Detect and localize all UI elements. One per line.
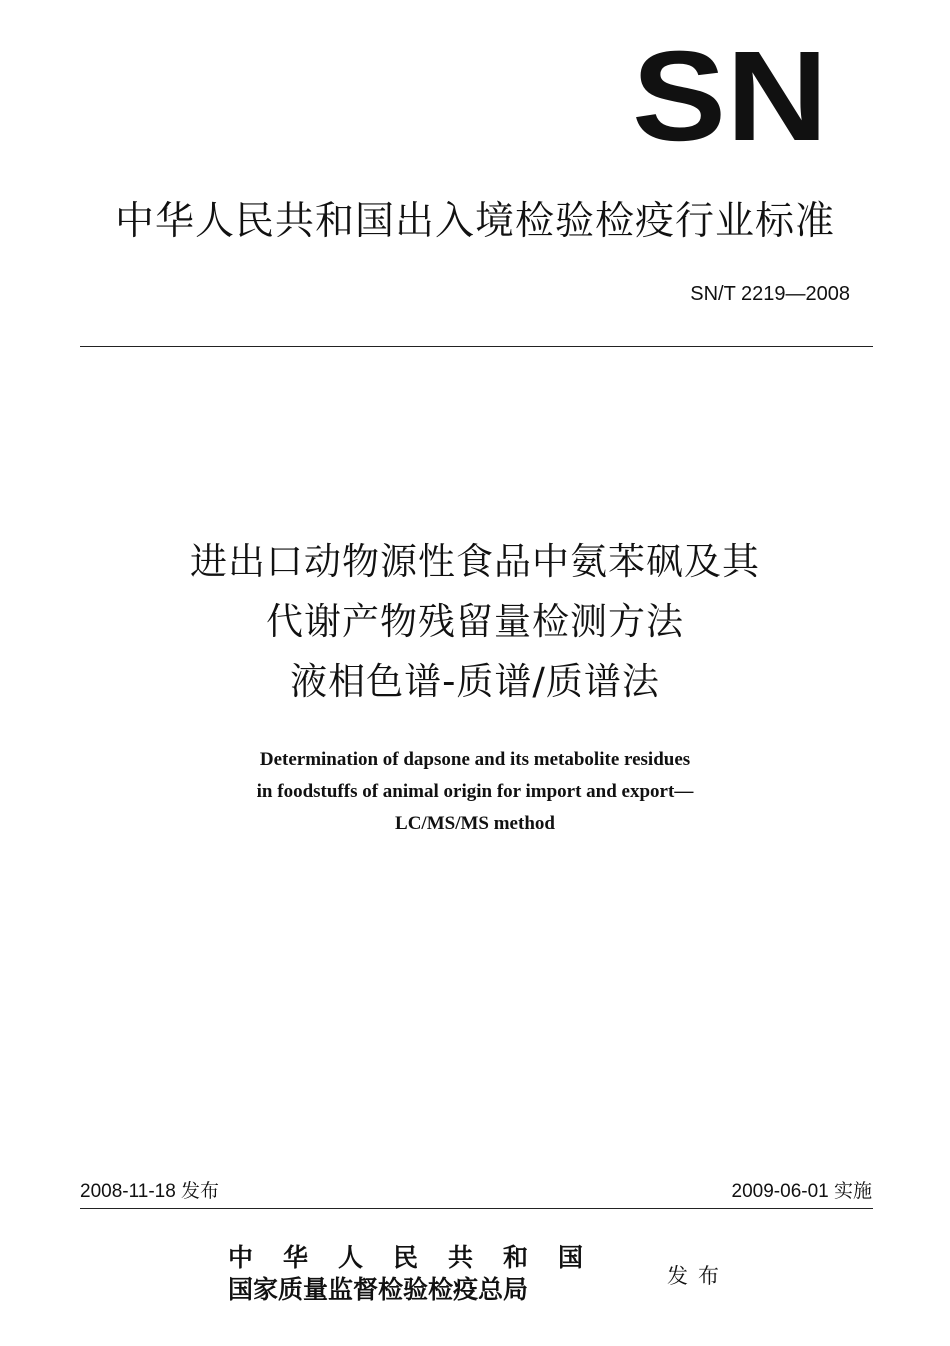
english-title	[0, 744, 950, 840]
issuer-block	[228, 1242, 613, 1306]
issuer-suffix: 发布	[667, 1264, 729, 1288]
issue-date: 2008-11-18 发布	[80, 1181, 220, 1202]
sn-logo	[630, 40, 830, 145]
chinese-title	[0, 532, 950, 712]
standard-code: SN/T 2219—2008	[690, 283, 850, 305]
issuer-line-1: 中华人民共和国	[228, 1243, 614, 1272]
chinese-title-line-3: 液相色谱-质谱/质谱法	[290, 660, 660, 703]
header-divider	[80, 346, 873, 347]
english-title-line-1: Determination of dapsone and its metabolite residues	[259, 749, 691, 770]
implementation-date: 2009-06-01 实施	[731, 1181, 872, 1202]
english-title-line-3: LC/MS/MS method	[395, 813, 555, 834]
sn-logo-mark	[630, 40, 830, 145]
footer-divider	[80, 1208, 873, 1209]
organization-title: 中华人民共和国出入境检验检疫行业标准	[114, 199, 835, 244]
issuer-line-2: 国家质量监督检验检疫总局	[228, 1275, 529, 1304]
sn-logo-text: SN	[632, 40, 828, 145]
chinese-title-line-1: 进出口动物源性食品中氨苯砜及其	[190, 540, 760, 583]
chinese-title-line-2: 代谢产物残留量检测方法	[266, 600, 684, 643]
english-title-line-2: in foodstuffs of animal origin for import and export—	[256, 781, 694, 802]
